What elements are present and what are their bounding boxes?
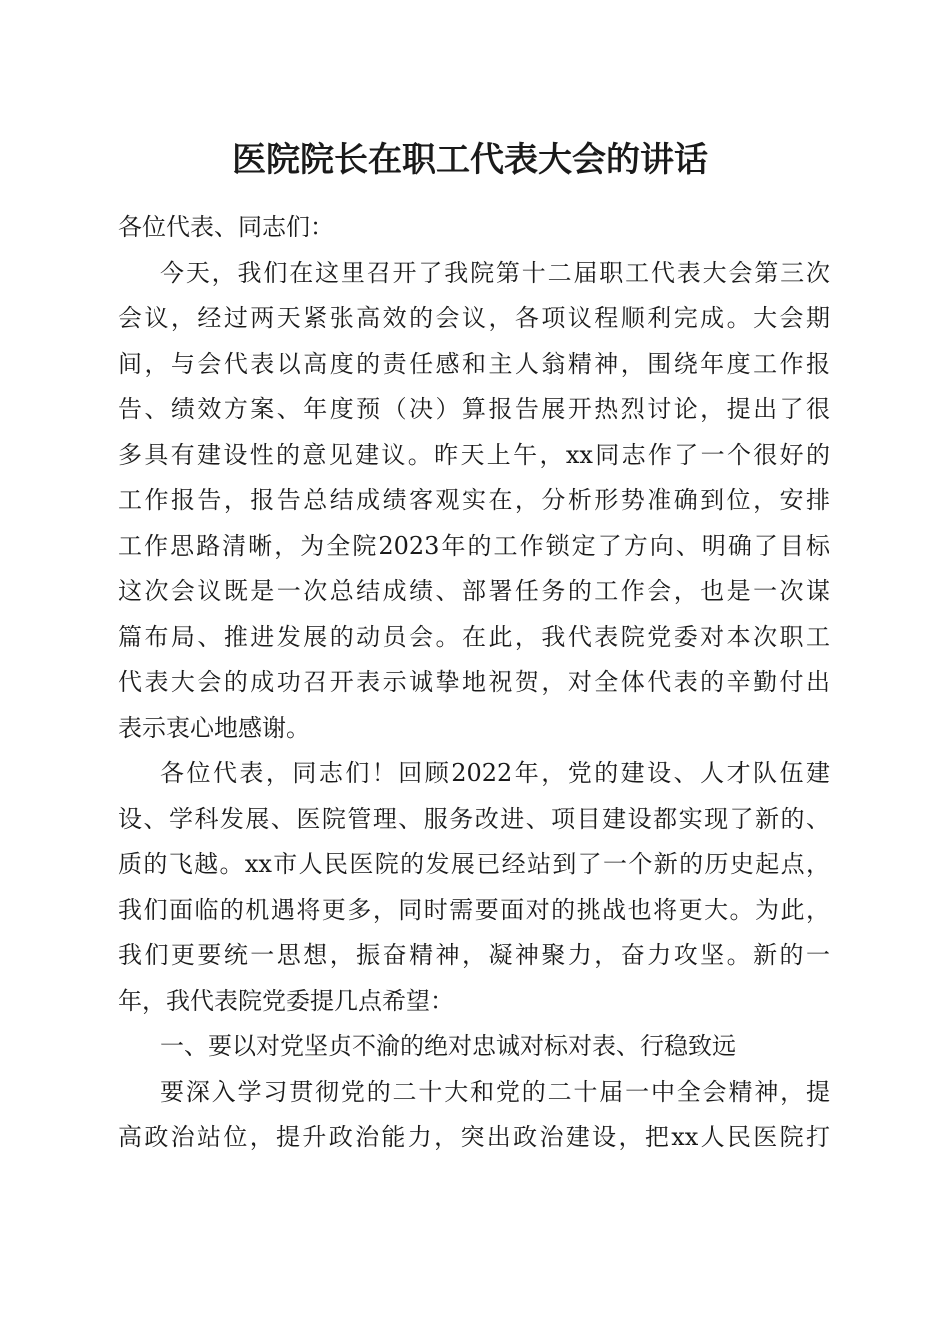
paragraph-3 — [118, 1070, 830, 1161]
paragraph-line: 告、绩效方案、年度预（决）算报告展开热烈讨论，提出了很 — [118, 395, 830, 423]
paragraph-line: 我们面临的机遇将更多，同时需要面对的挑战也将更大。为此， — [118, 895, 830, 924]
paragraph-line: 年，我代表院党委提几点希望： — [118, 986, 454, 1015]
salutation: 各位代表、同志们： — [118, 213, 334, 241]
document-body — [118, 205, 830, 1161]
paragraph-line: 高政治站位，提升政治能力，突出政治建设，把xx人民医院打 — [118, 1123, 830, 1151]
paragraph-line: 会议，经过两天紧张高效的会议，各项议程顺利完成。大会期 — [118, 304, 830, 332]
paragraph-line: 篇布局、推进发展的动员会。在此，我代表院党委对本次职工 — [118, 622, 830, 651]
paragraph-line: 间，与会代表以高度的责任感和主人翁精神，围绕年度工作报 — [118, 349, 830, 378]
paragraph-line: 这次会议既是一次总结成绩、部署任务的工作会，也是一次谋 — [118, 577, 830, 605]
paragraph-line: 代表大会的成功召开表示诚挚地祝贺，对全体代表的辛勤付出 — [118, 668, 830, 696]
section-heading-1: 一、要以对党坚贞不渝的绝对忠诚对标对表、行稳致远 — [160, 1032, 736, 1060]
paragraph-line: 设、学科发展、医院管理、服务改进、项目建设都实现了新的、 — [118, 804, 830, 833]
paragraph-line: 各位代表，同志们！回顾2022年，党的建设、人才队伍建 — [160, 759, 830, 787]
paragraph-line: 我们更要统一思想，振奋精神，凝神聚力，奋力攻坚。新的一 — [118, 941, 830, 969]
paragraph-line: 今天，我们在这里召开了我院第十二届职工代表大会第三次 — [160, 258, 830, 287]
paragraph-2 — [118, 751, 830, 1024]
paragraph-1 — [118, 251, 830, 752]
paragraph-line: 要深入学习贯彻党的二十大和党的二十届一中全会精神，提 — [160, 1077, 830, 1106]
document-title: 医院院长在职工代表大会的讲话 — [232, 140, 708, 180]
paragraph-line: 质的飞越。xx市人民医院的发展已经站到了一个新的历史起点， — [118, 850, 830, 878]
paragraph-line: 多具有建设性的意见建议。昨天上午，xx同志作了一个很好的 — [118, 440, 830, 469]
paragraph-line: 工作报告，报告总结成绩客观实在，分析形势准确到位，安排 — [118, 486, 830, 514]
paragraph-line: 表示衷心地感谢。 — [118, 713, 310, 742]
paragraph-line: 工作思路清晰，为全院2023年的工作锁定了方向、明确了目标 — [118, 531, 830, 560]
